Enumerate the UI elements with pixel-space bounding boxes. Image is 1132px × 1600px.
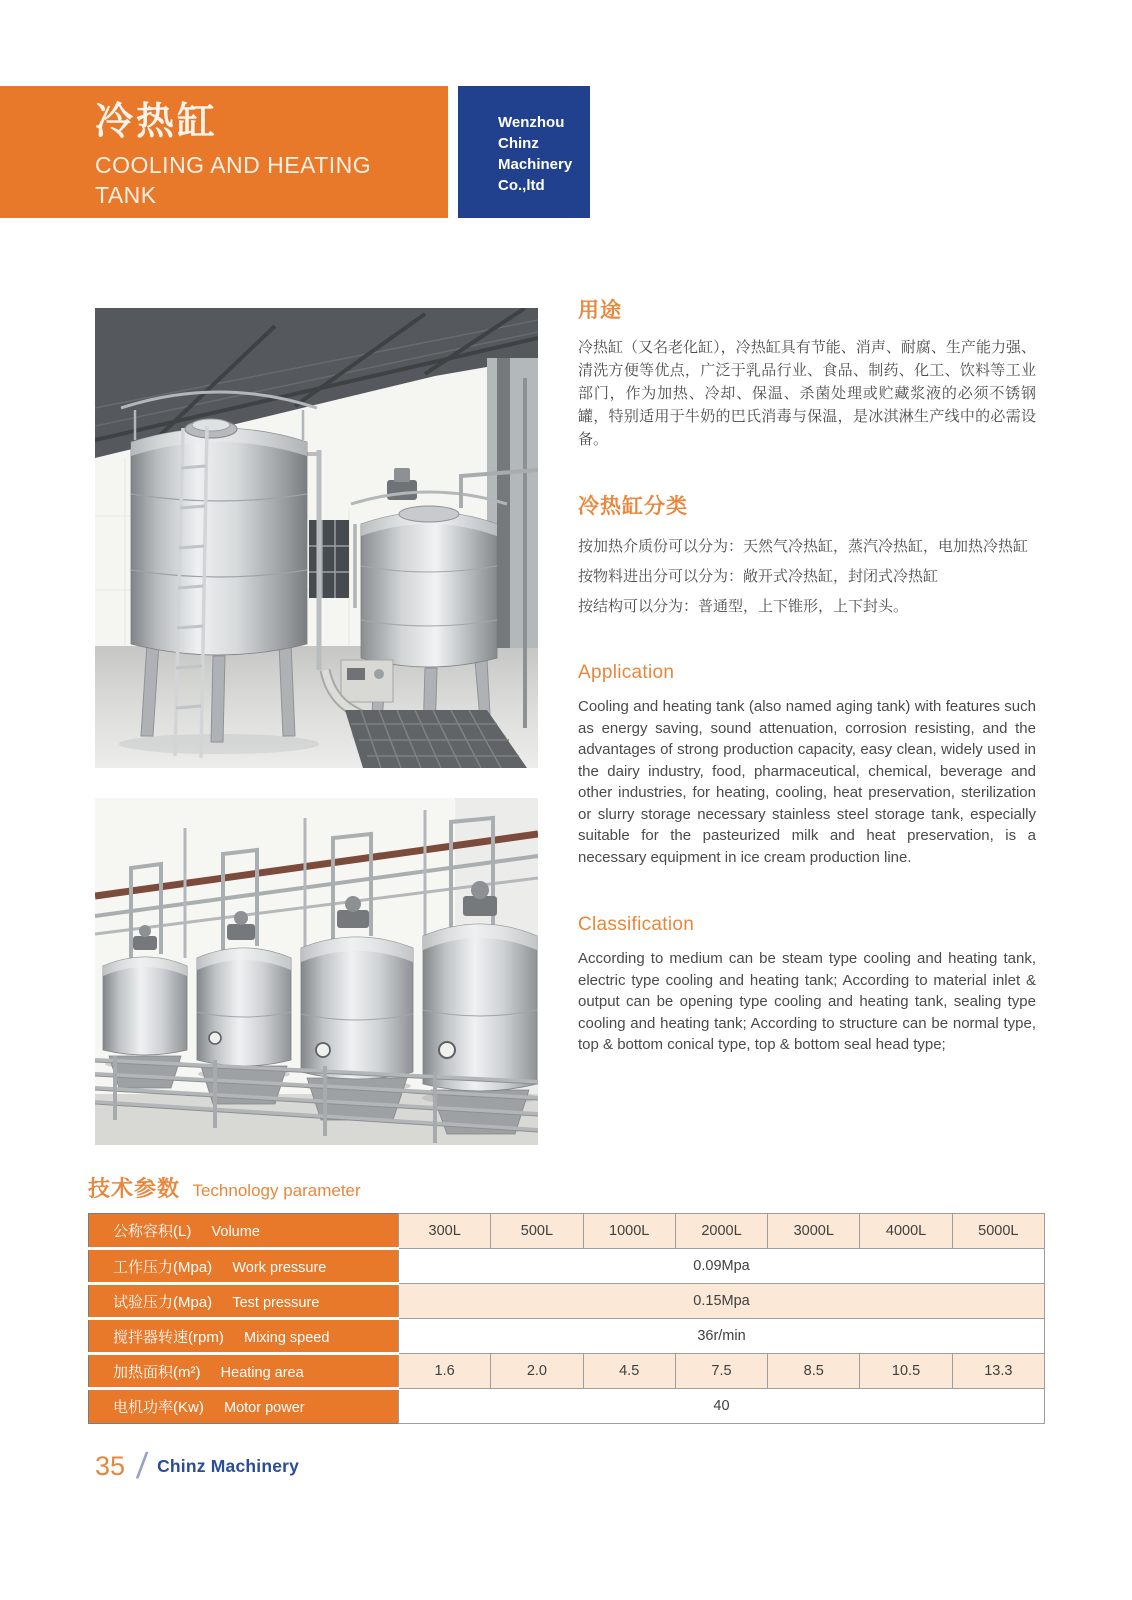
product-title-block (0, 86, 448, 218)
row-label-cn: 工作压力(Mpa) (113, 1258, 213, 1276)
company-line-3: Machinery (498, 156, 573, 173)
table-row-work-pressure (89, 1249, 1045, 1284)
cell-mixing-speed: 36r/min (399, 1319, 1045, 1354)
row-label-cn: 搅拌器转速(rpm) (113, 1328, 224, 1346)
row-label-cn: 试验压力(Mpa) (113, 1293, 213, 1311)
row-label-en: Heating area (220, 1364, 304, 1381)
table-row-test-pressure (89, 1284, 1045, 1319)
footer-slash-divider: / (134, 1445, 150, 1486)
usage-heading: 用途 (578, 299, 622, 322)
footer-brand: Chinz Machinery (157, 1455, 300, 1476)
row-label-cn: 公称容积(L) (113, 1223, 192, 1240)
cell-work-pressure: 0.09Mpa (399, 1249, 1045, 1284)
product-title-en-line2: TANK (95, 181, 157, 208)
row-label-motor-power (89, 1389, 399, 1424)
table-row-mixing-speed (89, 1319, 1045, 1354)
row-label-cn: 加热面积(m²) (113, 1363, 201, 1381)
cell-volume-1: 300L (399, 1214, 491, 1249)
photo-two-tanks-workshop (95, 308, 538, 768)
row-label-en: Work pressure (232, 1259, 327, 1276)
cell-heating-area-2: 2.0 (491, 1354, 583, 1389)
row-label-en: Motor power (224, 1400, 305, 1416)
cell-heating-area-5: 8.5 (768, 1354, 860, 1389)
row-label-volume (89, 1214, 399, 1249)
row-label-test-pressure (89, 1284, 399, 1319)
row-label-work-pressure (89, 1249, 399, 1284)
company-block (458, 86, 590, 218)
section-application (578, 662, 1036, 868)
cell-volume-5: 3000L (768, 1214, 860, 1249)
classification-en-heading: Classification (578, 914, 695, 935)
cell-test-pressure: 0.15Mpa (399, 1284, 1045, 1319)
cell-heating-area-4: 7.5 (675, 1354, 767, 1389)
row-label-en: Test pressure (232, 1294, 320, 1311)
application-heading: Application (578, 662, 675, 683)
section-classification-cn (578, 490, 1036, 622)
photo-two-tanks-illustration (95, 308, 538, 768)
section-classification-en (578, 914, 1036, 1056)
cell-volume-4: 2000L (675, 1214, 767, 1249)
classification-cn-heading: 冷热缸分类 (578, 495, 688, 518)
photo-tank-row-illustration (95, 798, 538, 1145)
company-line-2: Chinz (498, 135, 539, 152)
table-row-motor-power (89, 1389, 1045, 1424)
photo-tank-row (95, 798, 538, 1145)
table-row-volume (89, 1214, 1045, 1249)
table-title (88, 1172, 361, 1203)
cell-heating-area-3: 4.5 (583, 1354, 675, 1389)
cell-volume-2: 500L (491, 1214, 583, 1249)
usage-body: 冷热缸（又名老化缸），冷热缸具有节能、消声、耐腐、生产能力强、清洗方便等优点，广泛于乳品行业、食品、制药、化工、饮料等工业部门，作为加热、冷却、保温、杀菌处理或贮藏浆液的必须不锈钢罐，特别适用于牛奶的巴氏消毒与保温，是冰淇淋生产线中的必需设备。 (578, 339, 1036, 448)
row-label-en: Volume (211, 1224, 260, 1240)
row-label-cn: 电机功率(Kw) (113, 1399, 204, 1416)
row-label-mixing-speed (89, 1319, 399, 1354)
cell-volume-3: 1000L (583, 1214, 675, 1249)
classification-cn-line-2: 按物料进出分可以分为：敞开式冷热缸，封闭式冷热缸 (578, 568, 939, 585)
pump-unit (341, 660, 393, 702)
cell-heating-area-7: 13.3 (952, 1354, 1044, 1389)
row-label-en: Mixing speed (244, 1329, 330, 1346)
table-row-heating-area (89, 1354, 1045, 1389)
product-title-en-line1: COOLING AND HEATING (95, 151, 372, 178)
table-title-en: Technology parameter (192, 1181, 361, 1200)
cell-heating-area-6: 10.5 (860, 1354, 952, 1389)
company-line-1: Wenzhou (498, 114, 565, 131)
company-line-4: Co.,ltd (498, 177, 545, 194)
page-footer (95, 1445, 300, 1486)
cell-volume-7: 5000L (952, 1214, 1044, 1249)
table-title-cn: 技术参数 (88, 1176, 181, 1201)
row-label-heating-area (89, 1354, 399, 1389)
tech-parameter-table (88, 1213, 1045, 1424)
application-body: Cooling and heating tank (also named aging tank) with features such as energy saving, sound attenuation, corrosion resisting, and the advantages of strong production capacity, easy clean, widely used in the dairy industry, food, pharmaceutical, chemical, beverage and other industries, for heating, cooling, heat preservation, sterilization or slurry storage necessary stainless steel storage tank, especially suitable for the pasteurized milk and heat preservation, is a necessary equipment in ice cream production line. (578, 698, 1036, 866)
cell-motor-power: 40 (399, 1389, 1045, 1424)
classification-en-body: According to medium can be steam type cooling and heating tank, electric type cooling and heating tank; According to material inlet & output can be opening type cooling and heating tank, sealing type cooling and heating tank; According to structure can be normal type, top & bottom conical type, top & bottom seal head type; (578, 950, 1036, 1053)
cell-heating-area-1: 1.6 (399, 1354, 491, 1389)
page-number: 35 (95, 1450, 126, 1481)
product-title-cn: 冷热缸 (95, 101, 219, 143)
section-usage (578, 294, 1036, 451)
classification-cn-line-3: 按结构可以分为：普通型，上下锥形，上下封头。 (578, 598, 909, 615)
classification-cn-line-1: 按加热介质份可以分为：天然气冷热缸，蒸汽冷热缸，电加热冷热缸 (578, 538, 1029, 555)
cell-volume-6: 4000L (860, 1214, 952, 1249)
tank-left (121, 392, 317, 758)
